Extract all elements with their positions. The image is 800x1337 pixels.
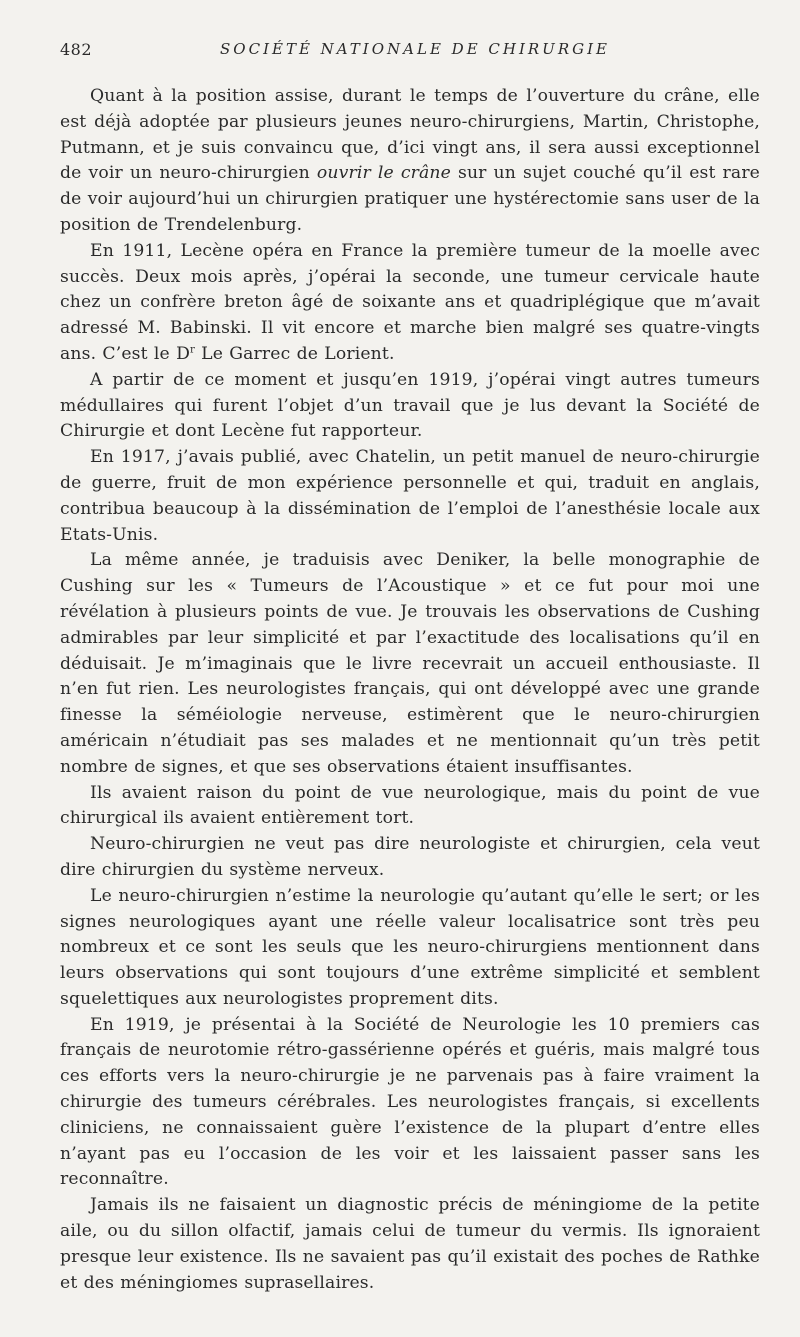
paragraph-1 (60, 84, 760, 239)
paragraph-7: Neuro-chirurgien ne veut pas dire neurologiste et chirurgien, cela veut dire chirurgien du système nerveux. (60, 834, 760, 880)
paragraph-5: La même année, je traduisis avec Deniker, la belle monographie de Cushing sur les « Tumeurs de l’Acoustique » et ce fut pour moi une révélation à plusieurs points de vue. Je trouvais les observations de Cushing admirables par leur simplicité et par l’exactitude des localisations qu’il en déduisait. Je m’imaginais que le livre recevrait un accueil enthousiaste. Il n’en fut rien. Les neurologistes français, qui ont développé avec une grande finesse la séméiologie nerveuse, estimèrent que le neuro-chirurgien américain n’étudiait pas ses malades et ne mentionnait qu’un très petit nombre de signes, et que ses observations étaient insuffisantes. (60, 550, 760, 777)
paragraph-4: En 1917, j’avais publié, avec Chatelin, un petit manuel de neuro-chirurgie de guerre, fruit de mon expérience personnelle et qui, traduit en anglais, contribua beaucoup à la dissémination de l’emploi de l’anesthésie locale aux Etats-Unis. (60, 447, 760, 545)
paragraph-2-text-a: En 1911, Lecène opéra en France la première tumeur de la moelle avec succès. Deux mois après, j’opérai la seconde, une tumeur cervicale haute chez un confrère breton âgé de soixante ans et quadriplégique que m’avait adressé M. Babinski. Il vit encore et marche bien malgré ses quatre-vingts ans. C’est le D (60, 240, 760, 364)
paragraph-1-emphasis: ouvrir le crâne (316, 163, 451, 184)
page-number: 482 (60, 40, 93, 59)
body-text (60, 84, 760, 1296)
paragraph-10: Jamais ils ne faisaient un diagnostic précis de méningiome de la petite aile, ou du sillon olfactif, jamais celui de tumeur du vermis. Ils ignoraient presque leur existence. Ils ne savaient pas qu’il existait des poches de Rathke et des méningiomes suprasellaires. (60, 1195, 760, 1293)
paragraph-3: A partir de ce moment et jusqu’en 1919, j’opérai vingt autres tumeurs médullaires qui furent l’objet d’un travail que je lus devant la Société de Chirurgie et dont Lecène fut rapporteur. (60, 369, 760, 442)
paragraph-6: Ils avaient raison du point de vue neurologique, mais du point de vue chirurgical ils avaient entièrement tort. (60, 782, 760, 829)
paragraph-1-text-a: Quant à la position assise, durant le temps de l’ouverture du crâne, elle est déjà adoptée par plusieurs jeunes neuro-chirurgiens, Martin, Christophe, Putmann, et je suis convaincu que, d’ici vingt ans, il sera aussi exceptionnel de voir un neuro-chirurgien (60, 86, 760, 184)
running-title: SOCIÉTÉ NATIONALE DE CHIRURGIE (220, 40, 610, 58)
paragraph-1-text-b: sur un sujet couché qu’il est rare de voir aujourd’hui un chirurgien pratiquer une hystérectomie sans user de la position de Trendelenburg. (60, 163, 761, 235)
paragraph-2-text-b: Le Garrec de Lorient. (201, 343, 395, 364)
running-header (60, 40, 770, 64)
paragraph-9: En 1919, je présentai à la Société de Neurologie les 10 premiers cas français de neurotomie rétro-gassérienne opérés et guéris, mais malgré tous ces efforts vers la neuro-chirurgie je ne parvenais pas à faire vraiment la chirurgie des tumeurs cérébrales. Les neurologistes français, si excellents cliniciens, ne connaissaient guère l’existence de la plupart d’entre elles n’ayant pas eu l’occasion de les voir et les laissaient passer sans les reconnaître. (60, 1014, 760, 1190)
paragraph-2-superscript: r (190, 344, 195, 356)
paragraph-2 (60, 239, 760, 368)
paragraph-8: Le neuro-chirurgien n’estime la neurologie qu’autant qu’elle le sert; or les signes neurologiques ayant une réelle valeur localisatrice sont très peu nombreux et ce sont les seuls que les neuro-chirurgiens mentionnent dans leurs observations qui sont toujours d’une extrême simplicité et semblent squelettiques aux neurologistes proprement dits. (60, 885, 760, 1009)
